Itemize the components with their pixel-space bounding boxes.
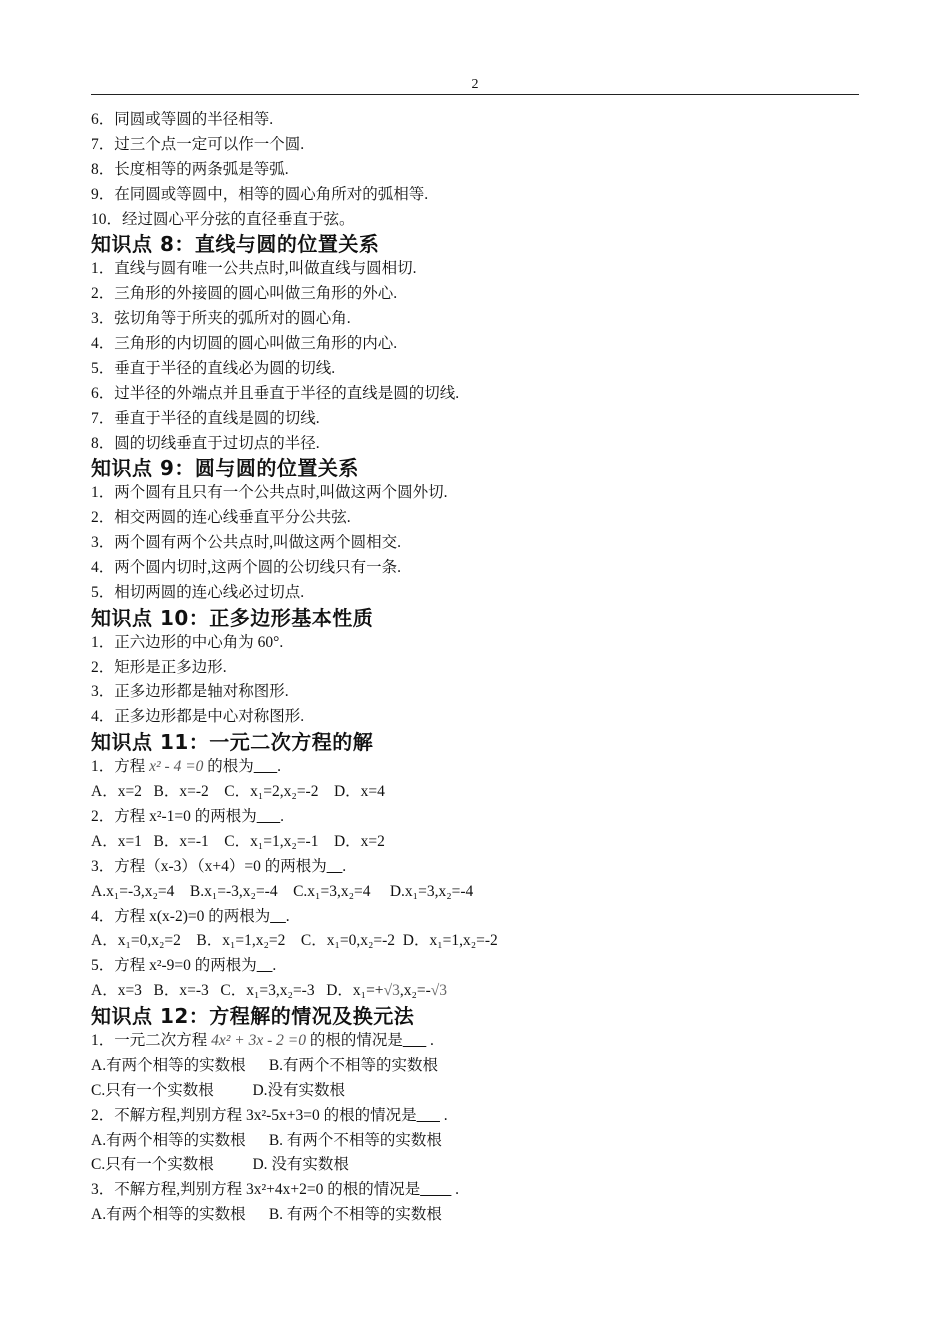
question-3 (91, 855, 859, 880)
list-item: 5．垂直于半径的直线必为圆的切线. (91, 359, 336, 377)
options-text: A．x=3 B．x=-3 C．x₁=3,x₂=-3 D．x₁=+ (91, 982, 384, 1000)
question-text: 3．不解方程,判别方程 3x²+4x+2=0 的根的情况是 (91, 1181, 421, 1199)
equation-formula: 4x² + 3x - 2 =0 (211, 1031, 307, 1049)
question-1 (91, 1029, 859, 1054)
page-number: 2 (471, 77, 479, 92)
list-item: 4．两个圆内切时,这两个圆的公切线只有一条. (91, 559, 402, 577)
question-text: 1．方程 (91, 758, 146, 776)
list-item: 4．正多边形都是中心对称图形. (91, 708, 305, 726)
answer-blank: ___ (256, 807, 281, 825)
document-body (91, 108, 859, 1228)
list-item: 8．长度相等的两条弧是等弧. (91, 160, 289, 178)
sqrt-formula: √3 (383, 982, 400, 1000)
list-item: 3．弦切角等于所夹的弧所对的圆心角. (91, 310, 351, 328)
sqrt-formula: √3 (430, 982, 448, 1000)
list-item: 6．同圆或等圆的半径相等. (91, 111, 274, 128)
list-item: 7．垂直于半径的直线是圆的切线. (91, 409, 320, 427)
options-row: A.x₁=-3,x₂=4 B.x₁=-3,x₂=-4 C.x₁=3,x₂=4 D.x₁=3,x₂=-4 (91, 882, 474, 900)
answer-blank: ___ (416, 1106, 440, 1124)
list-item: 7．过三个点一定可以作一个圆. (91, 135, 305, 153)
section-heading-9: 知识点 9：圆与圆的位置关系 (91, 456, 359, 481)
answer-blank: __ (270, 907, 286, 925)
options-row: A．x₁=0,x₂=2 B．x₁=1,x₂=2 C．x₁=0,x₂=-2 D．x₁=1,x₂=-2 (91, 932, 498, 950)
options-row: A.有两个相等的实数根 B.有两个不相等的实数根 (91, 1056, 439, 1074)
question-end: . (342, 857, 347, 875)
question-5 (91, 954, 859, 979)
equation-formula: x² - 4 =0 (149, 758, 204, 776)
header-rule (91, 94, 859, 95)
question-text: 3．方程（x-3）（x+4）=0 的两根为 (91, 857, 327, 875)
list-item: 1．两个圆有且只有一个公共点时,叫做这两个圆外切. (91, 484, 448, 502)
section-heading-11: 知识点 11：一元二次方程的解 (91, 730, 374, 755)
options-row: A.有两个相等的实数根 B. 有两个不相等的实数根 (91, 1206, 442, 1224)
list-item: 1．正六边形的中心角为 60°. (91, 633, 284, 651)
question-end: . (439, 1106, 448, 1124)
answer-blank: __ (256, 957, 273, 975)
section-heading-8: 知识点 8：直线与圆的位置关系 (91, 232, 380, 257)
list-item: 2．矩形是正多边形. (91, 658, 227, 676)
list-item: 5．相切两圆的连心线必过切点. (91, 583, 305, 601)
list-item: 3．两个圆有两个公共点时,叫做这两个圆相交. (91, 534, 402, 552)
question-end: . (280, 807, 284, 825)
question-2 (91, 1104, 859, 1129)
answer-blank: ___ (402, 1031, 427, 1049)
question-text: 的根为 (207, 758, 254, 776)
question-1 (91, 755, 859, 780)
question-end: . (451, 1181, 459, 1199)
question-text: 2．方程 x²-1=0 的两根为 (91, 807, 257, 825)
question-4 (91, 905, 859, 930)
list-item: 1．直线与圆有唯一公共点时,叫做直线与圆相切. (91, 260, 417, 278)
section-heading-12: 知识点 12：方程解的情况及换元法 (91, 1004, 415, 1029)
question-end: . (285, 907, 290, 925)
options-row: A．x=2 B．x=-2 C．x₁=2,x₂=-2 D．x=4 (91, 783, 385, 801)
options-text: ,x₂=- (399, 982, 431, 1000)
question-end: . (272, 957, 277, 975)
answer-blank: ____ (420, 1181, 452, 1199)
list-item: 8．圆的切线垂直于过切点的半径. (91, 434, 320, 452)
options-row: A.有两个相等的实数根 B. 有两个不相等的实数根 (91, 1131, 442, 1149)
list-item: 10．经过圆心平分弦的直径垂直于弦。 (91, 210, 355, 228)
options-row (91, 979, 859, 1004)
list-item: 3．正多边形都是轴对称图形. (91, 683, 289, 701)
list-item: 9．在同圆或等圆中，相等的圆心角所对的弧相等. (91, 185, 429, 203)
question-text: 1．一元二次方程 (91, 1031, 208, 1049)
answer-blank: __ (326, 857, 343, 875)
question-2 (91, 805, 859, 830)
list-item: 4．三角形的内切圆的圆心叫做三角形的内心. (91, 335, 398, 353)
answer-blank: ___ (253, 758, 278, 776)
question-end: . (277, 758, 281, 776)
question-text: 的根的情况是 (309, 1031, 403, 1049)
options-row: C.只有一个实数根 D. 没有实数根 (91, 1156, 349, 1174)
question-text: 4．方程 x(x-2)=0 的两根为 (91, 907, 271, 925)
question-text: 2．不解方程,判别方程 3x²-5x+3=0 的根的情况是 (91, 1106, 417, 1124)
question-text: 5．方程 x²-9=0 的两根为 (91, 957, 257, 975)
section-heading-10: 知识点 10：正多边形基本性质 (91, 605, 374, 630)
options-row: C.只有一个实数根 D.没有实数根 (91, 1081, 346, 1099)
question-3 (91, 1178, 859, 1203)
list-item: 6．过半径的外端点并且垂直于半径的直线是圆的切线. (91, 384, 460, 402)
list-item: 2．相交两圆的连心线垂直平分公共弦. (91, 509, 351, 527)
question-end: . (426, 1031, 434, 1049)
list-item: 2．三角形的外接圆的圆心叫做三角形的外心. (91, 285, 398, 303)
options-row: A．x=1 B．x=-1 C．x₁=1,x₂=-1 D．x=2 (91, 832, 385, 850)
